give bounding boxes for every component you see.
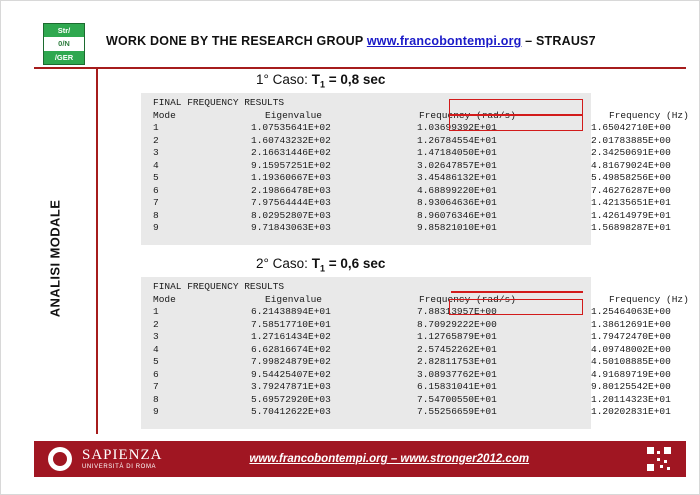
cell-mode: 2 [153,134,159,146]
cell-mode: 8 [153,209,159,221]
table-header-row [141,110,700,123]
table-row [141,122,700,135]
case-2-param: T [311,256,320,271]
cell-frequency-hz: 2.01783885E+00 [591,134,671,146]
cell-eigenvalue: 7.99824879E+02 [251,356,331,368]
cell-frequency-rad: 7.88313957E+00 [417,306,497,318]
cell-mode: 1 [153,306,159,318]
cell-mode: 9 [153,406,159,418]
table-row [141,331,700,344]
table-row [141,147,700,160]
case-1-results-table [141,93,689,245]
cell-frequency-hz: 1.65042710E+00 [591,122,671,134]
col-header-mode: Mode [153,109,176,121]
cell-mode: 5 [153,172,159,184]
cell-eigenvalue: 6.62816674E+02 [251,343,331,355]
case-1-value: = 0,8 sec [328,72,386,87]
case-1-title [256,72,385,90]
table-row [141,369,700,382]
cell-frequency-rad: 7.54700550E+01 [417,393,497,405]
cell-eigenvalue: 9.15957251E+02 [251,159,331,171]
cell-frequency-rad: 1.03699392E+01 [417,122,497,134]
cell-mode: 3 [153,331,159,343]
cell-mode: 6 [153,368,159,380]
cell-frequency-rad: 9.85821010E+01 [417,222,497,234]
case-2-title-main: 2° Caso: [256,256,308,271]
case-1-table [141,110,700,235]
header-divider [34,67,686,69]
cell-eigenvalue: 1.07535641E+02 [251,122,331,134]
cell-frequency-rad: 8.70929222E+00 [417,318,497,330]
cell-eigenvalue: 5.70412622E+03 [251,406,331,418]
cell-mode: 7 [153,197,159,209]
cell-frequency-hz: 5.49858256E+00 [591,172,671,184]
cell-frequency-rad: 1.26784554E+01 [417,134,497,146]
cell-frequency-rad: 8.93064636E+01 [417,197,497,209]
table-row [141,172,700,185]
col-header-mode: Mode [153,293,176,305]
table-row [141,306,700,319]
cell-frequency-hz: 1.56898287E+01 [591,222,671,234]
cell-frequency-hz: 4.50108885E+00 [591,356,671,368]
logo-line-3: /GER [44,51,84,64]
header-title-suffix: – STRAUS7 [525,34,596,48]
col-header-frequency-rad: Frequency (rad/s) [419,293,516,305]
cell-frequency-rad: 2.82811753E+01 [417,356,497,368]
table-row [141,197,700,210]
cell-frequency-rad: 3.08937762E+01 [417,368,497,380]
cell-frequency-hz: 1.25464063E+00 [591,306,671,318]
cell-eigenvalue: 5.69572920E+03 [251,393,331,405]
cell-mode: 4 [153,343,159,355]
cell-frequency-rad: 1.47184050E+01 [417,147,497,159]
university-seal-icon [48,447,72,471]
cell-frequency-rad: 6.15831041E+01 [417,381,497,393]
cell-mode: 8 [153,393,159,405]
table-row [141,381,700,394]
cell-mode: 2 [153,318,159,330]
cell-eigenvalue: 3.79247871E+03 [251,381,331,393]
case-2-value: = 0,6 sec [328,256,386,271]
case-2-table-title: FINAL FREQUENCY RESULTS [153,281,285,292]
cell-frequency-hz: 7.46276287E+00 [591,184,671,196]
cell-mode: 7 [153,381,159,393]
cell-frequency-hz: 1.20114323E+01 [591,393,671,405]
footer-bar [34,441,686,477]
table-row [141,222,700,235]
cell-mode: 5 [153,356,159,368]
table-row [141,319,700,332]
cell-frequency-hz: 4.09748002E+00 [591,343,671,355]
footer-links[interactable]: www.francobontempi.org – www.stronger2012.com [249,453,530,465]
case-1-param-sub: 1 [319,79,325,90]
case-2-table [141,294,700,419]
cell-eigenvalue: 8.02952807E+03 [251,209,331,221]
cell-frequency-rad: 2.57452262E+01 [417,343,497,355]
case-2-header-strikethrough [451,291,583,293]
cell-frequency-hz: 4.81679024E+00 [591,159,671,171]
cell-mode: 1 [153,122,159,134]
table-row [141,210,700,223]
header-title-prefix: WORK DONE BY THE RESEARCH GROUP [106,34,364,48]
page-title [106,34,596,48]
case-2-param-sub: 1 [319,263,325,274]
section-label: ANALISI MODALE [47,199,63,318]
cell-frequency-hz: 2.34250691E+00 [591,147,671,159]
university-subtitle: UNIVERSITÀ DI ROMA [82,463,157,470]
cell-frequency-hz: 1.42614979E+01 [591,209,671,221]
cell-frequency-rad: 7.55256659E+01 [417,406,497,418]
cell-frequency-hz: 9.80125542E+00 [591,381,671,393]
cell-eigenvalue: 1.60743232E+02 [251,134,331,146]
table-row [141,394,700,407]
table-row [141,356,700,369]
cell-mode: 6 [153,184,159,196]
cell-frequency-rad: 1.12765879E+01 [417,331,497,343]
cell-eigenvalue: 9.71843063E+03 [251,222,331,234]
cell-eigenvalue: 1.19360667E+03 [251,172,331,184]
table-row [141,135,700,148]
logo-line-1: Str/ [44,24,84,37]
col-header-eigenvalue: Eigenvalue [265,293,323,305]
vertical-divider [96,67,98,434]
cell-frequency-hz: 1.42135651E+01 [591,197,671,209]
table-row [141,406,700,419]
cell-eigenvalue: 2.16631446E+02 [251,147,331,159]
cell-mode: 3 [153,147,159,159]
table-header-row [141,294,700,307]
cell-mode: 4 [153,159,159,171]
cell-eigenvalue: 2.19866478E+03 [251,184,331,196]
cell-eigenvalue: 7.58517710E+01 [251,318,331,330]
cell-frequency-hz: 1.38612691E+00 [591,318,671,330]
qr-code-icon [646,446,672,472]
cell-frequency-hz: 1.79472470E+00 [591,331,671,343]
university-name: SAPIENZA [82,446,163,463]
cell-frequency-rad: 3.02647857E+01 [417,159,497,171]
col-header-frequency-hz: Frequency (Hz) [609,109,689,121]
col-header-frequency-hz: Frequency (Hz) [609,293,689,305]
cell-eigenvalue: 1.27161434E+02 [251,331,331,343]
case-2-title [256,256,385,274]
case-1-param: T [311,72,320,87]
cell-frequency-rad: 4.68899220E+01 [417,184,497,196]
cell-frequency-hz: 1.20202831E+01 [591,406,671,418]
header-link[interactable]: www.francobontempi.org [366,34,522,48]
case-1-title-main: 1° Caso: [256,72,308,87]
cell-eigenvalue: 6.21438894E+01 [251,306,331,318]
cell-frequency-rad: 8.96076346E+01 [417,209,497,221]
logo-line-2: 0/N [44,37,84,50]
cell-eigenvalue: 9.54425407E+02 [251,368,331,380]
cell-eigenvalue: 7.97564444E+03 [251,197,331,209]
case-2-results-table [141,277,689,429]
cell-frequency-rad: 3.45486132E+01 [417,172,497,184]
col-header-frequency-rad: Frequency (rad/s) [419,109,516,121]
cell-frequency-hz: 4.91689719E+00 [591,368,671,380]
research-group-logo [43,23,85,65]
cell-mode: 9 [153,222,159,234]
case-1-table-title: FINAL FREQUENCY RESULTS [153,97,285,108]
table-row [141,344,700,357]
table-row [141,160,700,173]
table-row [141,185,700,198]
col-header-eigenvalue: Eigenvalue [265,109,323,121]
